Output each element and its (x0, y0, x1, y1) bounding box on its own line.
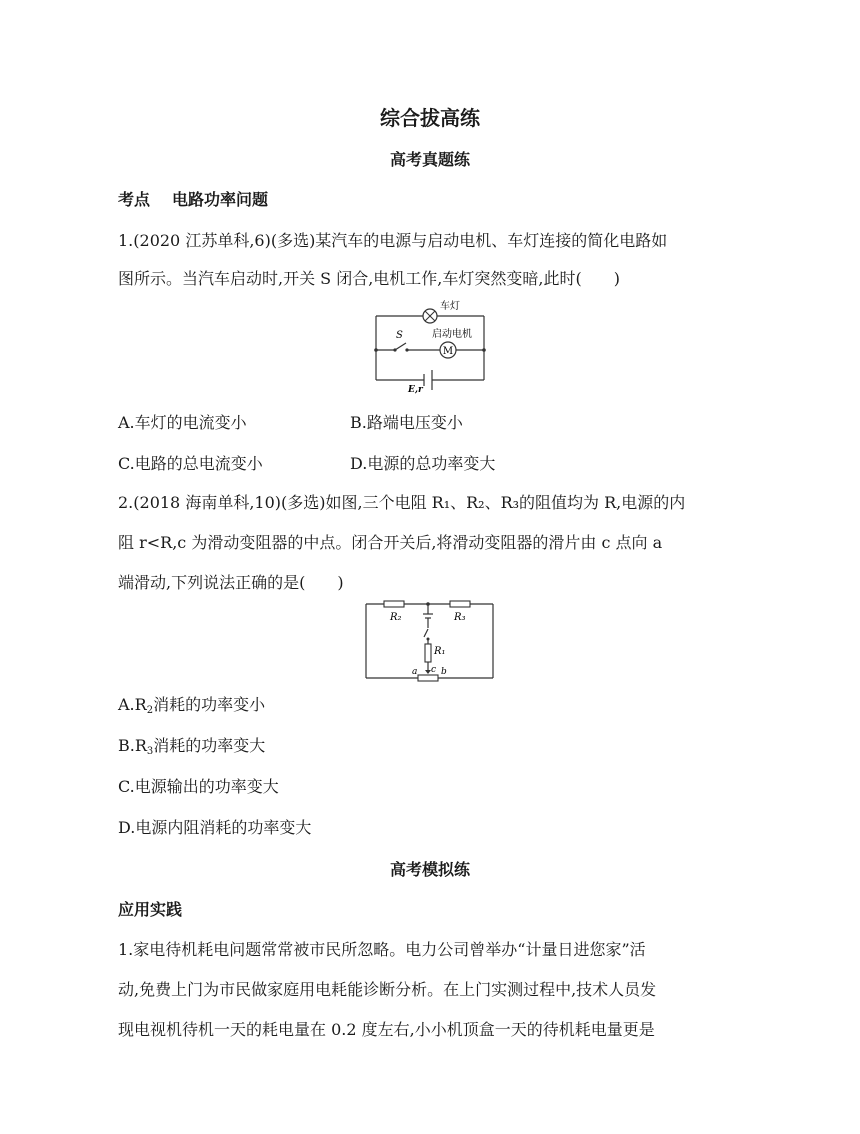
q1-option-b: B.路端电压变小 (350, 413, 463, 432)
q2-circuit-diagram (364, 600, 496, 682)
q1-option-c: C.电路的总电流变小 (118, 454, 263, 473)
practice-q1-line1: 1.家电待机耗电问题常常被市民所忽略。电力公司曾举办“计量日进您家”活 (118, 940, 646, 959)
motor-symbol (440, 342, 456, 358)
motor-symbol-label: M (442, 346, 454, 357)
switch-label: S (396, 330, 403, 341)
resistor-r3 (450, 601, 470, 607)
q2-option-d: D.电源内阻消耗的功率变大 (118, 818, 312, 837)
practice-q1-line2: 动,免费上门为市民做家庭用电耗能诊断分析。在上门实测过程中,技术人员发 (118, 980, 657, 999)
r3-label: R₃ (454, 612, 466, 623)
motor-label: 启动电机 (432, 329, 472, 340)
lamp-symbol (423, 309, 437, 323)
practice-heading: 应用实践 (118, 900, 183, 919)
point-b-label: b (441, 667, 447, 677)
switch-symbol (393, 343, 408, 352)
q1-stem-line1: 1.(2020 江苏单科,6)(多选)某汽车的电源与启动电机、车灯连接的简化电路如 (118, 231, 668, 250)
page-title: 综合拔高练 (380, 106, 480, 130)
q2-option-b: $B.R_3$消耗的功率变大 (118, 736, 266, 757)
section-heading-mock-exam: 高考模拟练 (389, 860, 470, 879)
q1-stem-line2: 图所示。当汽车启动时,开关 S 闭合,电机工作,车灯突然变暗,此时( ) (118, 269, 620, 288)
q2-stem-line1: 2.(2018 海南单科,10)(多选)如图,三个电阻 R₁、R₂、R₃的阻值均为 R,电源的内 (118, 493, 686, 512)
resistor-r1 (425, 644, 431, 662)
q1-option-a: A.车灯的电流变小 (118, 413, 247, 432)
battery-label: E,r (408, 385, 423, 395)
lamp-label: 车灯 (440, 301, 460, 312)
q2-stem-line3: 端滑动,下列说法正确的是( ) (118, 573, 344, 592)
q1-circuit-diagram (366, 296, 490, 396)
resistor-r2 (384, 601, 404, 607)
topic-label: 考点 (118, 190, 151, 209)
switch-symbol (424, 629, 430, 641)
section-heading-real-exam: 高考真题练 (389, 150, 470, 169)
topic-name: 电路功率问题 (172, 190, 269, 209)
point-a-label: a (412, 667, 418, 677)
practice-q1-line3: 现电视机待机一天的耗电量在 0.2 度左右,小小机顶盒一天的待机耗电量更是 (118, 1020, 655, 1039)
rheostat (418, 675, 438, 681)
q2-option-c: C.电源输出的功率变大 (118, 777, 279, 796)
q2-stem-line2: 阻 r<R,c 为滑动变阻器的中点。闭合开关后,将滑动变阻器的滑片由 c 点向 a (118, 533, 663, 552)
q2-option-a: $A.R_2$消耗的功率变小 (118, 695, 266, 716)
topic-heading (118, 187, 268, 210)
q1-option-d: D.电源的总功率变大 (350, 454, 496, 473)
r2-label: R₂ (390, 612, 402, 623)
point-c-label: c (431, 665, 437, 675)
r1-label: R₁ (434, 646, 446, 657)
battery-symbol (424, 370, 432, 390)
battery-symbol (423, 614, 433, 618)
